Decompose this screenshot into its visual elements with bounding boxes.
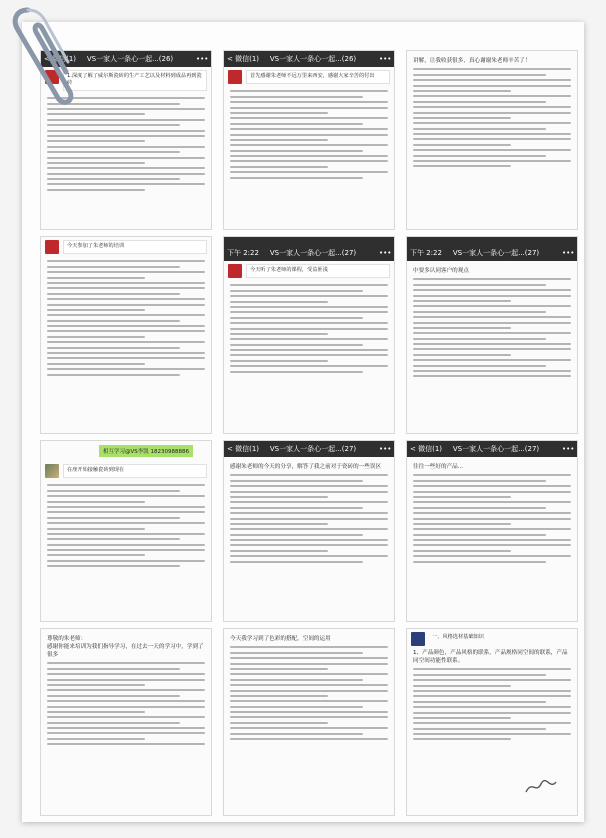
- chat-screenshot-8: [223, 440, 395, 622]
- chat-message: [224, 261, 394, 281]
- status-time: 下午 2:22: [410, 249, 442, 257]
- letter-heading: 尊敬的朱老师：: [47, 636, 87, 642]
- chat-screenshot-6: [406, 236, 578, 434]
- message-text: 往往一些好的产品...: [413, 464, 464, 470]
- message-text: 1.深度了解了威尔斯瓷砖的生产工艺以及材料到成品再到瓷砖: [63, 70, 207, 91]
- message-text: 今天听了朱老师的课程，受益匪浅: [246, 264, 390, 278]
- avatar: [228, 70, 242, 84]
- message-text: 在座开始接触瓷砖到现在: [63, 464, 207, 478]
- back-link[interactable]: < 微信(1): [227, 445, 260, 453]
- letter-text: 感谢你能来培训为我们指导学习，在过去一天的学习中，学到了很多: [47, 644, 204, 658]
- more-icon[interactable]: •••: [379, 249, 392, 257]
- message-text: 讲解，让我收获很多，真心谢谢朱老师辛苦了！: [413, 58, 531, 64]
- chat-screenshot-2: [223, 50, 395, 230]
- back-link[interactable]: < 微信(1): [227, 55, 260, 63]
- chat-title-bar: [224, 51, 394, 67]
- notes-header: [407, 629, 577, 649]
- avatar: [228, 264, 242, 278]
- back-link[interactable]: < 微信(1): [44, 55, 77, 63]
- chat-title-bar: [224, 441, 394, 457]
- more-icon[interactable]: •••: [562, 249, 575, 257]
- chat-title: VS一家人一条心一起...(27): [452, 445, 540, 453]
- message-text: 中要多认同客户的观点: [413, 268, 469, 274]
- chat-screenshot-4: [40, 236, 212, 434]
- photo-paper: [22, 22, 584, 822]
- message-text: 今天参加了朱老师的培训: [63, 240, 207, 254]
- chat-screenshot-9: [406, 440, 578, 622]
- chat-title: VS一家人一条心一起...(26): [86, 55, 174, 63]
- chat-title: VS一家人一条心一起...(27): [269, 445, 357, 453]
- more-icon[interactable]: •••: [196, 55, 209, 63]
- letter-text: 今天我学习到了色彩的搭配，空间的运用: [230, 636, 331, 642]
- signature-mark: [524, 778, 558, 796]
- letter-screenshot-2: [223, 628, 395, 816]
- company-logo: [411, 632, 425, 646]
- screenshot-collage: [40, 50, 576, 814]
- message-lines: [413, 278, 571, 377]
- chat-message: [41, 461, 211, 481]
- more-icon[interactable]: •••: [562, 445, 575, 453]
- avatar: [45, 240, 59, 254]
- status-time: 下午 2:22: [227, 249, 259, 257]
- message-lines: [47, 260, 205, 375]
- sent-message: 相互学习@VS李凯 18230988886: [99, 445, 193, 457]
- chat-title-bar: [407, 245, 577, 261]
- message-lines: [47, 484, 205, 567]
- notes-lines: [413, 668, 571, 740]
- message-lines: [413, 474, 571, 562]
- chat-title: VS一家人一条心一起...(27): [452, 249, 540, 257]
- avatar: [45, 464, 59, 478]
- chat-message: [224, 67, 394, 87]
- chat-title-bar: [224, 245, 394, 261]
- letter-screenshot-1: [40, 628, 212, 816]
- paperclip-icon: [8, 2, 78, 112]
- more-icon[interactable]: •••: [379, 55, 392, 63]
- chat-screenshot-3: [406, 50, 578, 230]
- chat-message: [41, 237, 211, 257]
- letter-body: [41, 629, 211, 659]
- message-text: 感谢朱老师的今天的分享，解答了我之前对于瓷砖的一些误区: [230, 464, 382, 470]
- letter-lines: [230, 646, 388, 740]
- message-lines: [230, 90, 388, 178]
- chat-screenshot-7: [40, 440, 212, 622]
- message-text: 首先感谢朱老师不远万里来西安，感谢大家辛苦的付出: [246, 70, 390, 84]
- message-lines: [230, 284, 388, 372]
- notes-text: 1、产品颜色，产品风格的联系，产品规格同空间的联系，产品同空间功能性联系。: [413, 650, 568, 664]
- chat-screenshot-5: [223, 236, 395, 434]
- chat-title: VS一家人一条心一起...(26): [269, 55, 357, 63]
- message-lines: [230, 474, 388, 562]
- chat-title: VS一家人一条心一起...(27): [269, 249, 357, 257]
- message-lines: [413, 68, 571, 167]
- status-bar: [407, 237, 577, 245]
- status-bar: [224, 237, 394, 245]
- more-icon[interactable]: •••: [379, 445, 392, 453]
- notes-heading: 一、风格选材基础知识: [432, 634, 484, 640]
- chat-title-bar: [407, 441, 577, 457]
- letter-lines: [47, 662, 205, 745]
- back-link[interactable]: < 微信(1): [410, 445, 443, 453]
